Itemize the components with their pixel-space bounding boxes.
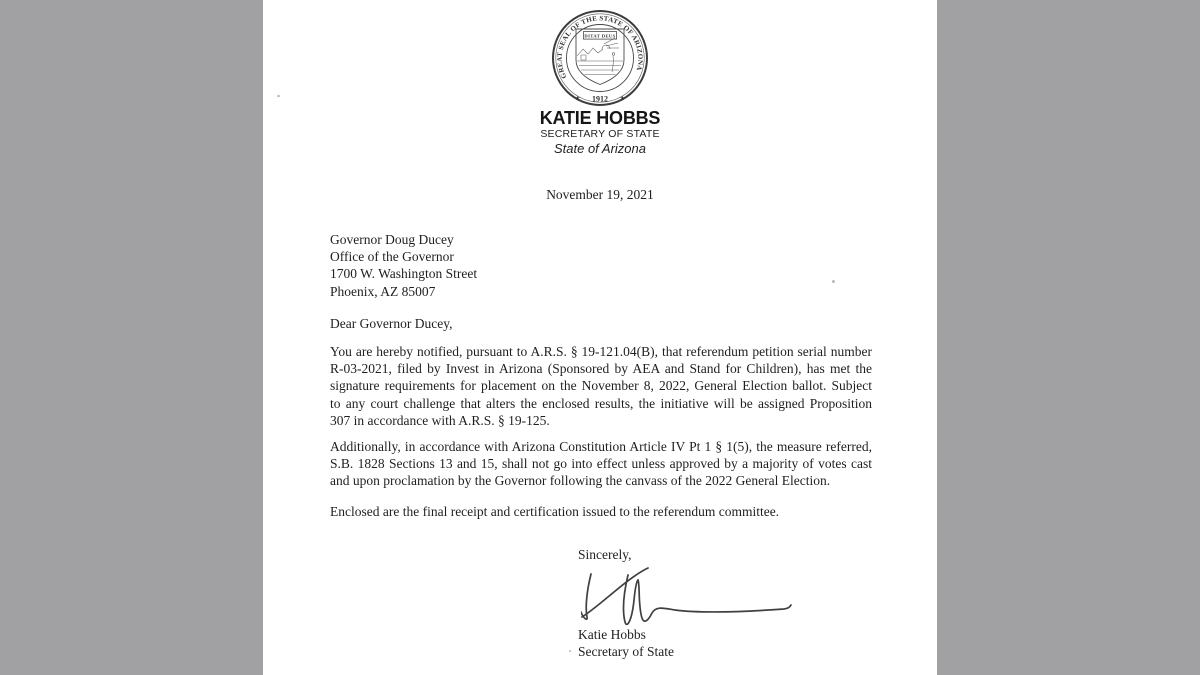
- letter-page: [263, 0, 937, 675]
- text-line: signature requirements for placement on the November 8, 2022, General Election ballot. Subject: [330, 378, 872, 394]
- letter-date: November 19, 2021: [546, 187, 654, 202]
- signature-icon: [581, 562, 796, 632]
- text-line: to any court challenge that alters the enclosed results, the initiative will be assigned Proposition: [330, 395, 872, 411]
- text-line: R-03-2021, filed by Invest in Arizona (Sponsored by AEA and Stand for Children), has met the: [330, 361, 872, 377]
- signer-title: Secretary of State: [578, 644, 674, 659]
- text-line: You are hereby notified, pursuant to A.R.S. § 19-121.04(B), that referendum petition serial number: [330, 344, 872, 359]
- text-line: 307 in accordance with A.R.S. § 19-125.: [330, 412, 550, 428]
- scan-speck: [832, 280, 835, 283]
- recipient-address: [330, 231, 477, 300]
- scan-speck: [569, 650, 571, 652]
- text-line: 1700 W. Washington Street: [330, 266, 478, 282]
- text-line: Additionally, in accordance with Arizona Constitution Article IV Pt 1 § 1(5), the measure referred,: [330, 439, 872, 454]
- body-paragraph-1: [330, 343, 872, 429]
- signer-name: Katie Hobbs: [578, 627, 646, 642]
- closing: Sincerely,: [578, 547, 632, 562]
- seal-year: 1912: [592, 94, 608, 104]
- seal-middle-ring: [556, 14, 644, 102]
- text-line: Enclosed are the final receipt and certification issued to the referendum committee.: [330, 504, 780, 519]
- seal-star-right-icon: ★: [619, 96, 626, 102]
- signature-stroke: [581, 568, 791, 624]
- letterhead-title: SECRETARY OF STATE: [540, 128, 660, 140]
- letterhead: [263, 108, 937, 157]
- seal-outer-ring: [553, 11, 647, 105]
- text-line: S.B. 1828 Sections 13 and 15, shall not go into effect unless approved by a majority of votes cast: [330, 456, 872, 472]
- arizona-state-seal-icon: [550, 8, 650, 108]
- seal-landscape-art: [577, 38, 623, 75]
- body-paragraph-3: [330, 503, 872, 520]
- text-line: Phoenix, AZ 85007: [330, 283, 436, 299]
- seal-star-left-icon: ★: [574, 96, 581, 102]
- text-line: and upon proclamation by the Governor following the canvass of the 2022 General Election.: [330, 473, 831, 489]
- seal-motto: DITAT DEUS: [584, 33, 616, 39]
- letterhead-name: KATIE HOBBS: [539, 108, 661, 128]
- salutation: Dear Governor Ducey,: [330, 316, 453, 331]
- letterhead-state: State of Arizona: [553, 141, 646, 156]
- scan-speck: [277, 95, 280, 97]
- body-paragraph-2: [330, 438, 872, 490]
- text-line: Office of the Governor: [330, 249, 454, 265]
- text-line: Governor Doug Ducey: [330, 232, 454, 247]
- seal-ring-text: GREAT SEAL OF THE STATE OF ARIZONA: [556, 15, 644, 80]
